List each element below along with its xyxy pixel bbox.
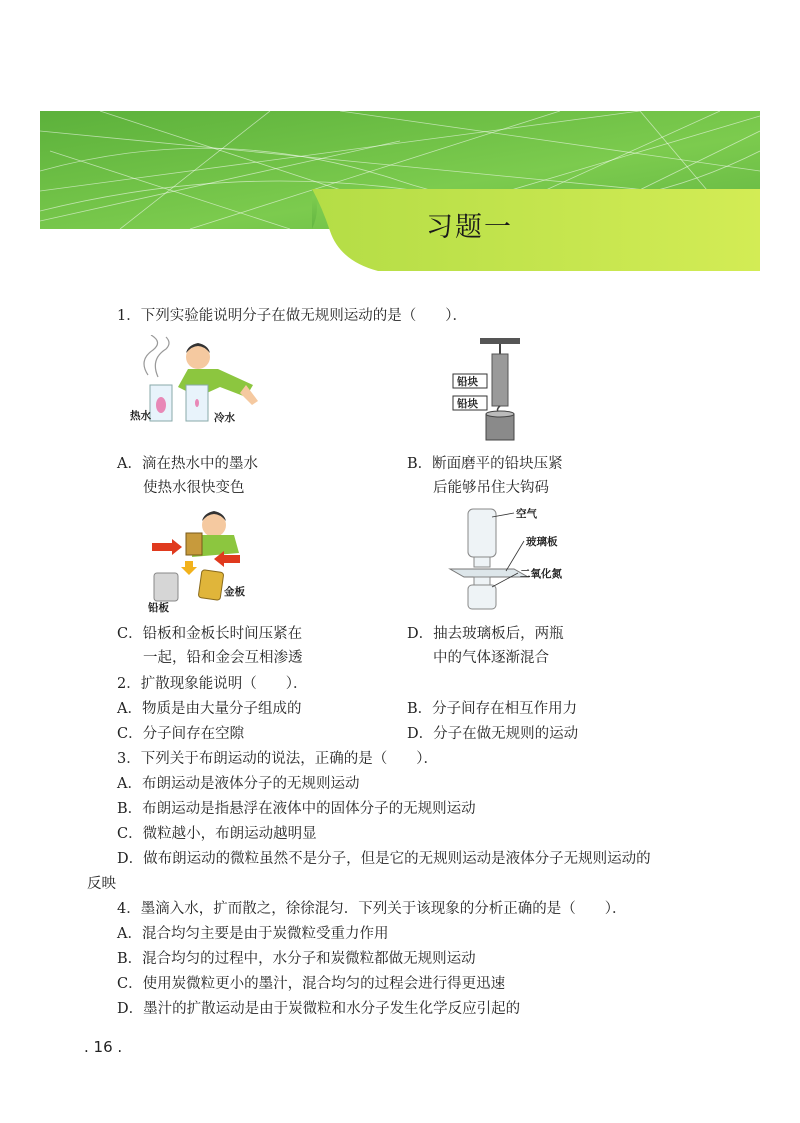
q1-option-c-line2: 一起，铅和金会互相渗透 [143,650,303,666]
q4-option-a: A．混合均匀主要是由于炭微粒受重力作用 [117,926,389,942]
q1-option-b-line1: B．断面磨平的铅块压紧 [407,456,563,472]
fig-d-glass-label: 玻璃板 [526,536,558,548]
q2-stem: 2．扩散现象能说明（ ）． [117,676,308,692]
q4-option-c: C．使用炭微粒更小的墨汁，混合均匀的过程会进行得更迅速 [117,976,506,992]
q2-option-b: B．分子间存在相互作用力 [407,701,578,717]
q1-option-b-line2: 后能够吊住大钩码 [433,480,549,496]
fig-d-air-label: 空气 [516,508,537,520]
fig-b-lead-label-1: 铅块 [457,376,478,388]
fig-a-hot-cold-water [128,335,278,435]
q4-option-d: D．墨汁的扩散运动是由于炭微粒和水分子发生化学反应引起的 [117,1001,521,1017]
fig-c-gold-label: 金板 [224,586,245,598]
fig-a-hot-label: 热水 [130,410,151,422]
fig-a-cold-label: 冷水 [214,412,235,424]
q3-option-c: C．微粒越小，布朗运动越明显 [117,826,317,842]
fig-c-lead-label: 铅板 [148,602,169,613]
q3-option-a: A．布朗运动是液体分子的无规则运动 [117,776,360,792]
fig-c-lead-gold-plates [144,505,254,613]
q2-option-a: A．物质是由大量分子组成的 [117,701,302,717]
fig-d-no2-label: 二氧化氮 [520,568,562,580]
q4-stem: 4．墨滴入水，扩而散之，徐徐混匀．下列关于该现象的分析正确的是（ ）． [117,901,627,917]
q3-option-d-line1: D．做布朗运动的微粒虽然不是分子，但是它的无规则运动是液体分子无规则运动的 [117,851,651,867]
q2-option-c: C．分子间存在空隙 [117,726,245,742]
q1-option-a-line1: A．滴在热水中的墨水 [117,456,258,472]
q4-option-b: B．混合均匀的过程中，水分子和炭微粒都做无规则运动 [117,951,476,967]
fig-b-lead-label-2: 铅块 [457,398,478,410]
q1-option-d-line2: 中的气体逐渐混合 [433,650,549,666]
page-title: 习题一 [426,212,513,243]
q1-option-d-line1: D．抽去玻璃板后，两瓶 [407,626,564,642]
q3-option-b: B．布朗运动是指悬浮在液体中的固体分子的无规则运动 [117,801,476,817]
fig-d-gas-bottles [448,507,578,611]
q3-stem: 3．下列关于布朗运动的说法，正确的是（ ）． [117,751,438,767]
q1-stem: 1．下列实验能说明分子在做无规则运动的是（ ）． [117,308,467,324]
fig-b-lead-blocks [450,338,530,444]
q3-option-d-line2: 反映 [87,876,116,892]
page-number: . 16 . [84,1038,123,1056]
chapter-banner [40,111,760,271]
q2-option-d: D．分子在做无规则的运动 [407,726,579,742]
q1-option-a-line2: 使热水很快变色 [143,480,245,496]
q1-option-c-line1: C．铅板和金板长时间压紧在 [117,626,303,642]
